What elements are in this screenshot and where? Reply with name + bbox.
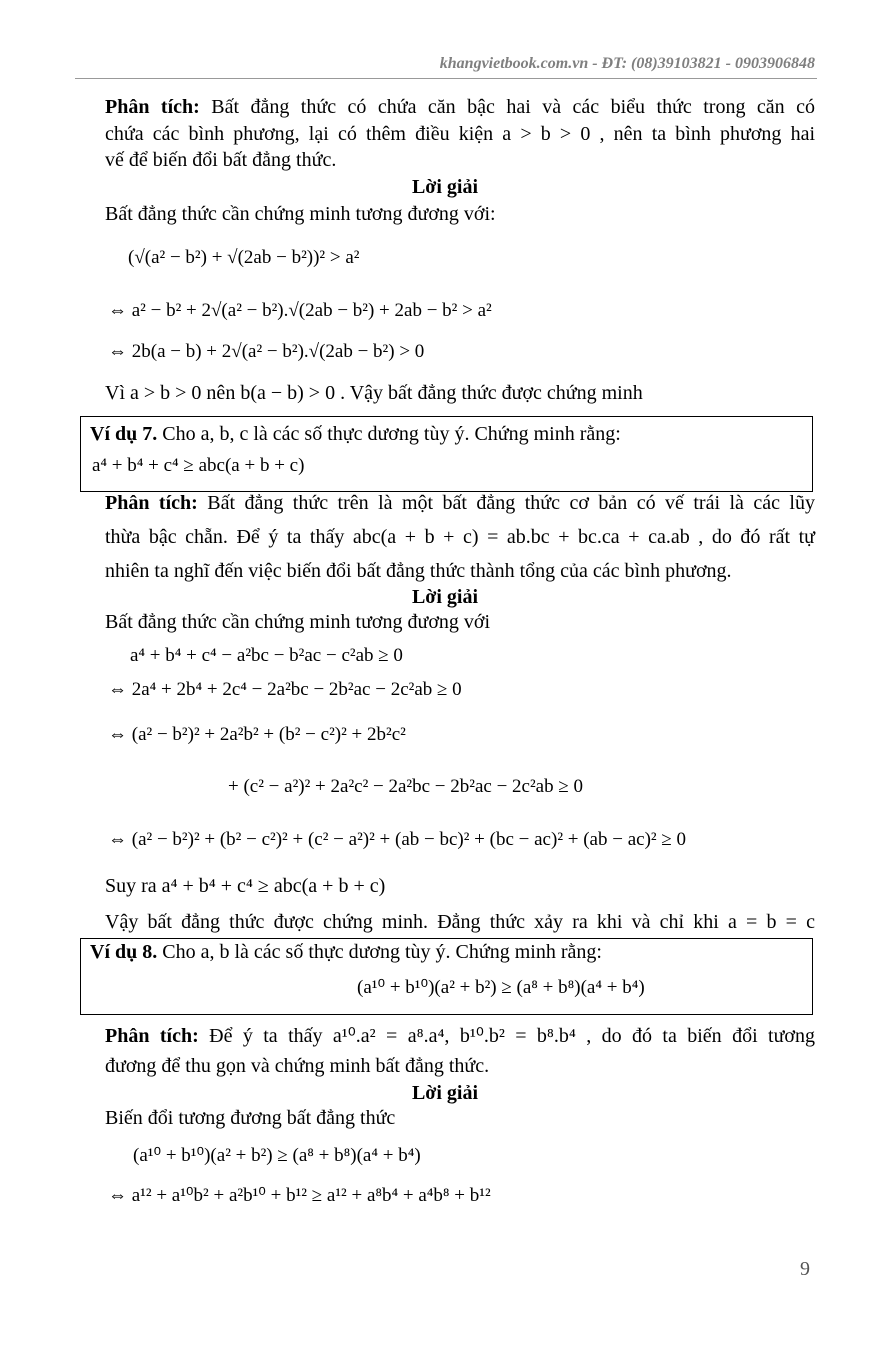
running-header: khangvietbook.com.vn - ĐT: (08)39103821 - 0903906848 [439, 55, 815, 72]
analysis-text: Để ý ta thấy a¹⁰.a² = a⁸.a⁴, b¹⁰.b² = b⁸.b⁴ , do đó ta biến đổi tương [198, 1025, 815, 1047]
analysis-line: thừa bậc chẵn. Để ý ta thấy abc(a + b + c) = ab.bc + bc.ca + ca.ab , do đó rất tự [105, 526, 815, 548]
analysis-line: đương để thu gọn và chứng minh bất đẳng thức. [105, 1055, 490, 1077]
analysis-label: Phân tích: [105, 1025, 199, 1047]
analysis-line: chứa các bình phương, lại có thêm điều kiện a > b > 0 , nên ta bình phương hai [105, 123, 815, 145]
header-rule [75, 78, 817, 79]
equation: a⁴ + b⁴ + c⁴ − a²bc − b²ac − c²ab ≥ 0 [130, 645, 403, 666]
analysis-line: vế để biến đổi bất đẳng thức. [105, 149, 337, 171]
example-7-statement [90, 422, 621, 446]
solution-title: Lời giải [411, 176, 479, 198]
conclusion: Vậy bất đẳng thức được chứng minh. Đẳng thức xảy ra khi và chỉ khi a = b = c [105, 911, 815, 933]
example-label: Ví dụ 7. [90, 423, 158, 445]
statement-text: Cho a, b là các số thực dương tùy ý. Chứng minh rằng: [157, 941, 602, 963]
solution-intro: Bất đẳng thức cần chứng minh tương đương với [105, 611, 491, 633]
equation: (√(a² − b²) + √(2ab − b²))² > a² [128, 247, 360, 268]
analysis-line: nhiên ta nghĩ đến việc biến đổi bất đẳng thức thành tổng của các bình phương. [105, 560, 732, 582]
conclusion: Vì a > b > 0 nên b(a − b) > 0 . Vậy bất đẳng thức được chứng minh [105, 382, 643, 404]
result: Suy ra a⁴ + b⁴ + c⁴ ≥ abc(a + b + c) [105, 875, 386, 897]
page-number: 9 [800, 1258, 810, 1280]
analysis-label: Phân tích: [105, 492, 198, 514]
analysis-line [105, 1024, 815, 1048]
analysis-line [105, 491, 815, 515]
equation: ⇔ (a² − b²)² + (b² − c²)² + (c² − a²)² + (ab − bc)² + (bc − ac)² + (ab − ac)² ≥ 0 [108, 829, 687, 850]
analysis-line [105, 95, 815, 119]
equation: ⇔ 2a⁴ + 2b⁴ + 2c⁴ − 2a²bc − 2b²ac − 2c²ab ≥ 0 [108, 679, 462, 700]
equation: ⇔ 2b(a − b) + 2√(a² − b²).√(2ab − b²) > 0 [108, 341, 425, 362]
solution-intro: Bất đẳng thức cần chứng minh tương đương với: [105, 203, 496, 225]
equation: ⇔ a² − b² + 2√(a² − b²).√(2ab − b²) + 2ab − b² > a² [108, 300, 492, 321]
solution-intro: Biến đổi tương đương bất đẳng thức [105, 1107, 396, 1129]
statement-text: Cho a, b, c là các số thực dương tùy ý. Chứng minh rằng: [157, 423, 621, 445]
example-label: Ví dụ 8. [90, 941, 158, 963]
example-7-formula: a⁴ + b⁴ + c⁴ ≥ abc(a + b + c) [92, 455, 305, 476]
equation: ⇔ (a² − b²)² + 2a²b² + (b² − c²)² + 2b²c² [108, 724, 406, 745]
analysis-text: Bất đẳng thức có chứa căn bậc hai và các biểu thức trong căn có [211, 96, 815, 118]
equation: (a¹⁰ + b¹⁰)(a² + b²) ≥ (a⁸ + b⁸)(a⁴ + b⁴) [133, 1145, 421, 1166]
solution-title: Lời giải [411, 1082, 479, 1104]
analysis-text: Bất đẳng thức trên là một bất đẳng thức cơ bản có vế trái là các lũy [197, 492, 815, 514]
example-8-formula: (a¹⁰ + b¹⁰)(a² + b²) ≥ (a⁸ + b⁸)(a⁴ + b⁴) [357, 977, 645, 998]
analysis-label: Phân tích: [105, 96, 200, 118]
equation: ⇔ a¹² + a¹⁰b² + a²b¹⁰ + b¹² ≥ a¹² + a⁸b⁴ + a⁴b⁸ + b¹² [108, 1185, 491, 1206]
example-8-statement [90, 940, 602, 964]
equation: + (c² − a²)² + 2a²c² − 2a²bc − 2b²ac − 2c²ab ≥ 0 [228, 776, 584, 797]
solution-title: Lời giải [411, 586, 479, 608]
